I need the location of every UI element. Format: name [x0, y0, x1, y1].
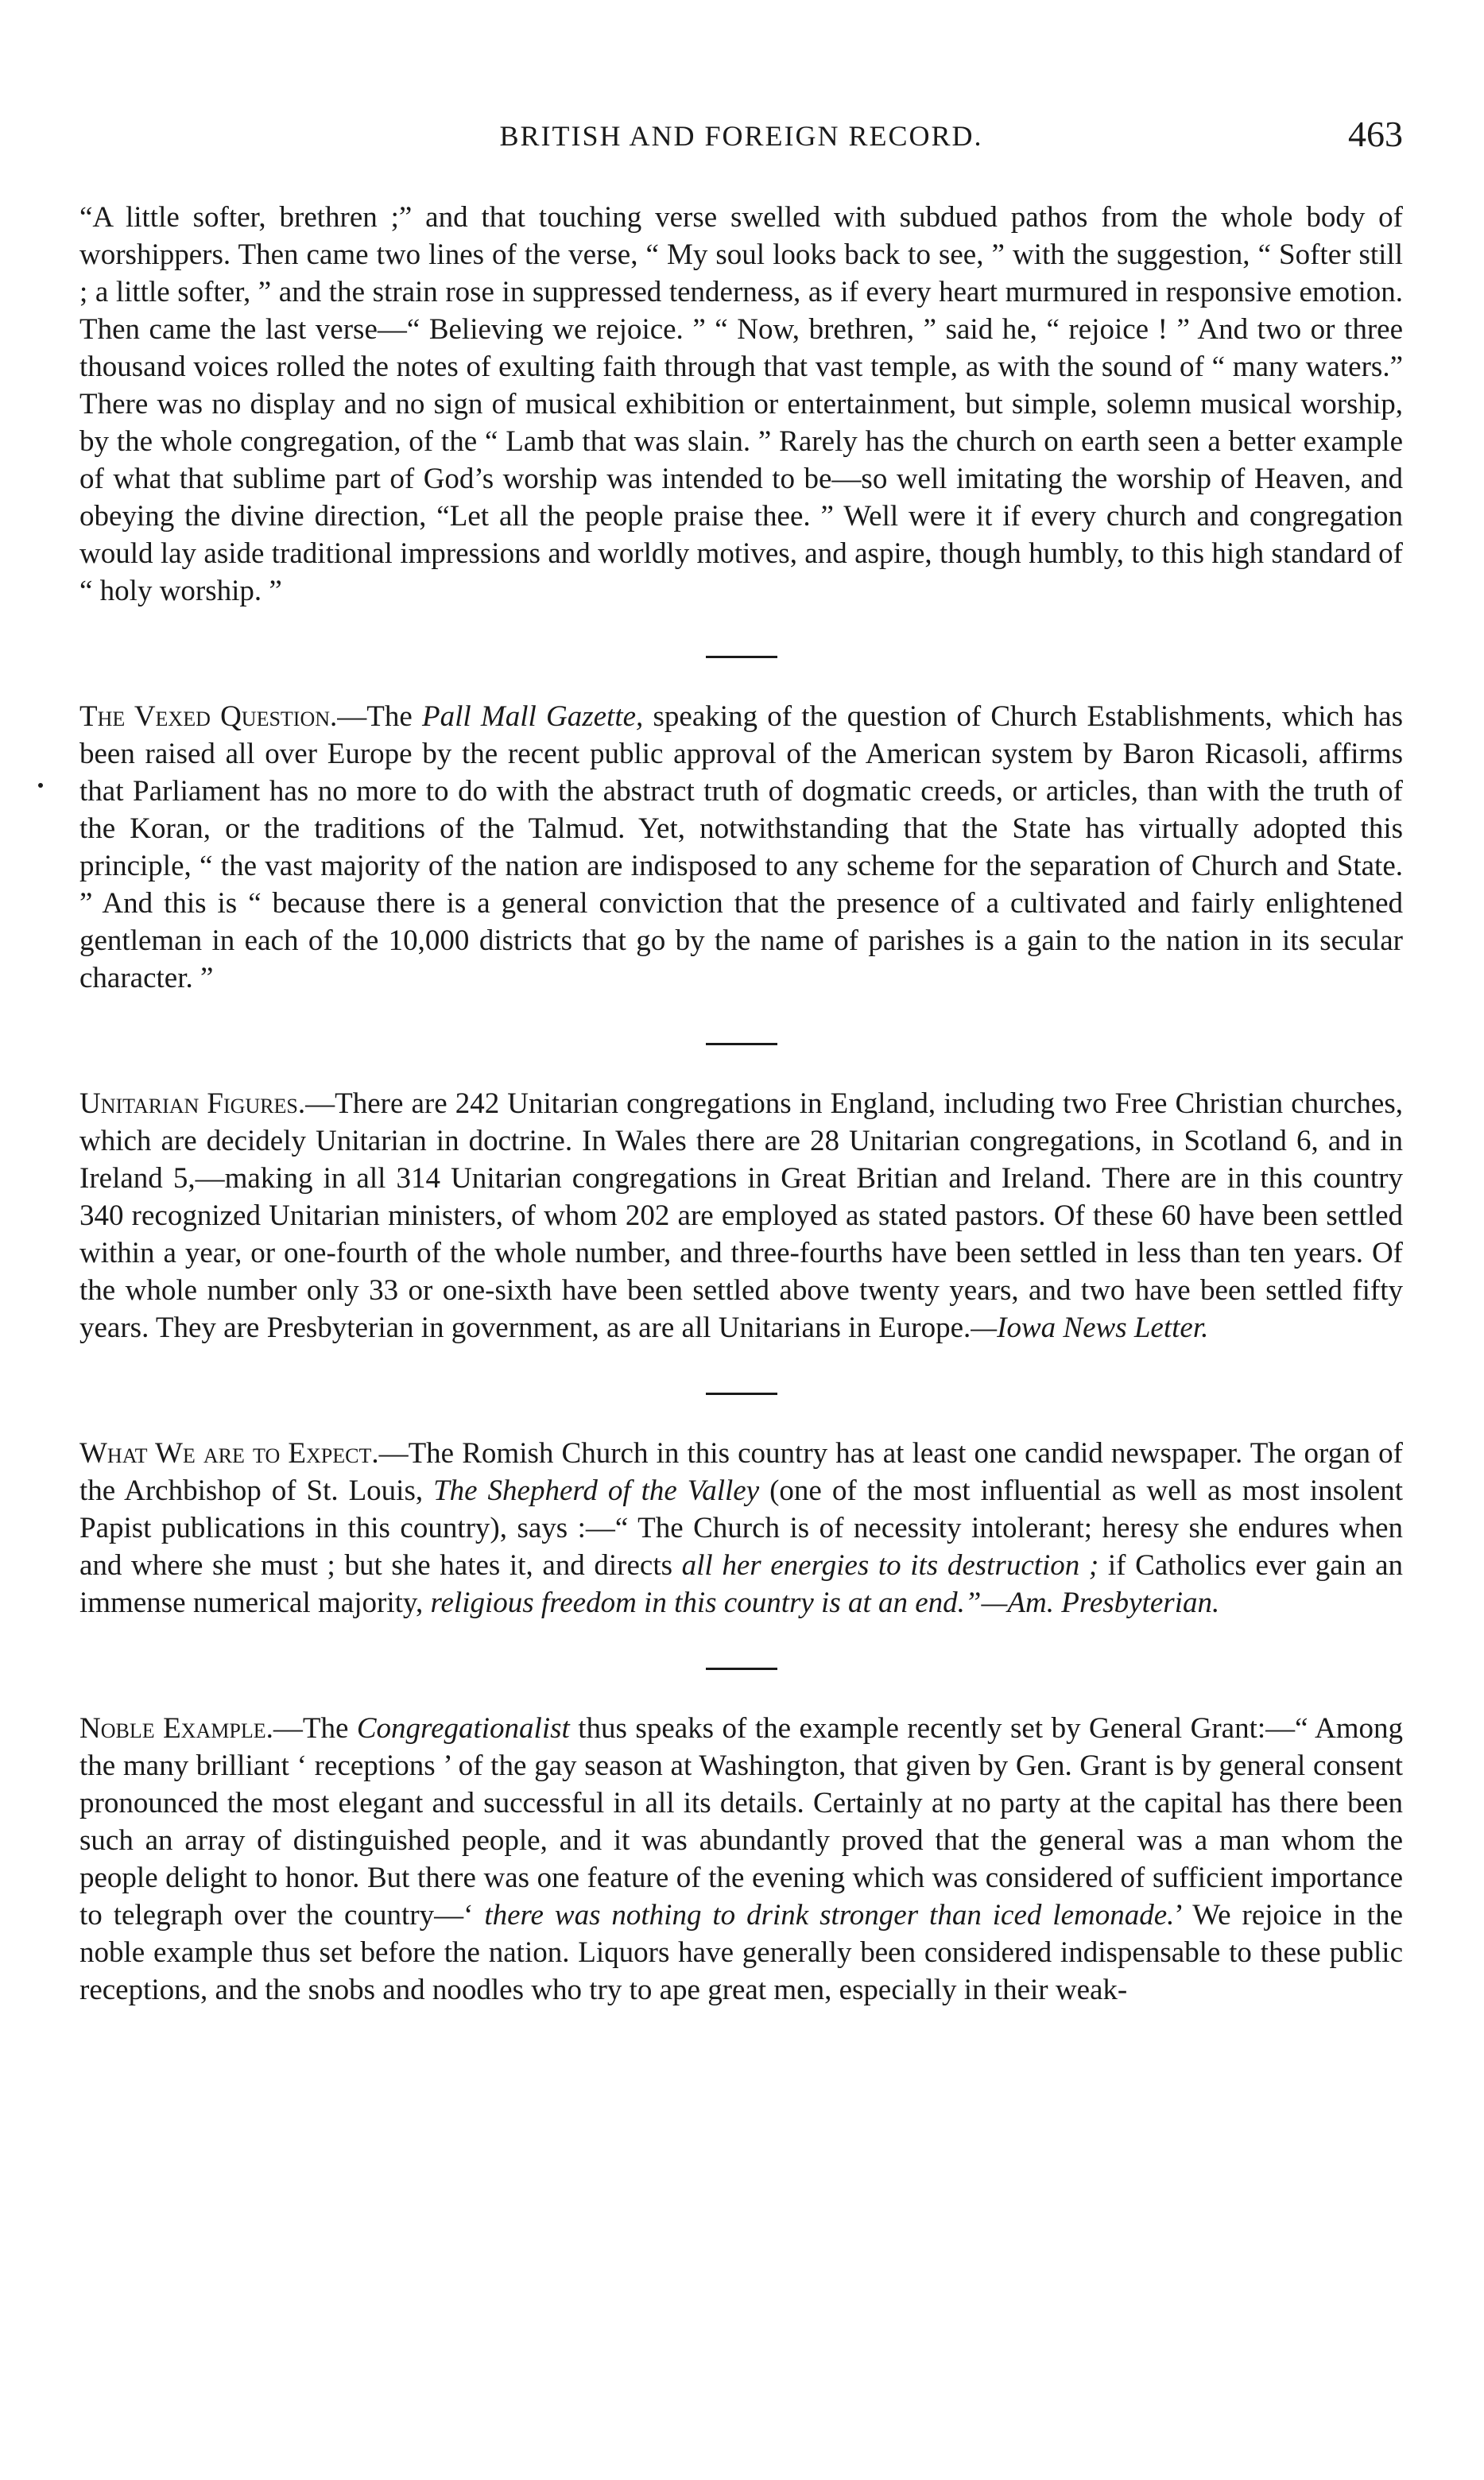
publication-title: Congregationalist: [356, 1712, 570, 1745]
article-text: thus speaks of the example recently set by General Grant:—“ Among the many brilliant ‘ receptions ’ of the gay season at Washington, that given by Gen. Grant is by general consent pronounced the most elegant and successful in all its details. Certainly at no party at the capital has there been such an array of distinguished people, and it was abundantly proved that the general was a man whom the people delight to honor. But there was one feature of the evening which was considered of sufficient importance to telegraph over the country—‘: [79, 1712, 1403, 1932]
unitarian-figures-article: [79, 1085, 1403, 1347]
article-heading: The Vexed Question.: [79, 700, 338, 733]
running-head: [79, 113, 1403, 161]
article-text: —There are 242 Unitarian congregations in England, including two Free Christian churches, which are decidely Unitarian in doctrine. In Wales there are 28 Unitarian congregations, in Scotland 6, and in Ireland 5,—making in all 314 Unitarian congregations in Great Britian and Ireland. There are in this country 340 recognized Unitarian ministers, of whom 202 are employed as stated pastors. Of these 60 have been settled within a year, or one-fourth of the whole number, and three-fourths have been settled in less than ten years. Of the whole number only 33 or one-sixth have been settled above twenty years, and two have been settled fifty years. They are Presbyterian in government, as are all Unitarians in Europe.: [79, 1087, 1403, 1344]
what-we-are-to-expect-article: [79, 1435, 1403, 1622]
noble-example-article: [79, 1710, 1403, 2009]
vexed-question-article: [79, 698, 1403, 997]
section-divider: [706, 656, 777, 658]
running-title: BRITISH AND FOREIGN RECORD.: [499, 120, 983, 152]
italic-quote: all her energies to its destruction ;: [681, 1549, 1099, 1582]
article-text: —The Romish Church in this country has at least one candid newspaper. The organ of the Archbishop of St. Louis,: [79, 1437, 1403, 1507]
article-text: speaking of the question of Church Establishments, which has been raised all over Europe by the recent public approval of the American system by Baron Ricasoli, affirms that Parliament has no more to do with the abstract truth of dogmatic creeds, or articles, than with the truth of the Koran, or the traditions of the Talmud. Yet, notwithstanding that the State has virtually adopted this principle, “ the vast majority of the nation are indisposed to any scheme for the separation of Church and State. ” And this is “ because there is a general conviction that the presence of a cultivated and fairly enlightened gentleman in each of the 10,000 districts that go by the name of parishes is a gain to the nation in its secular character. ”: [79, 700, 1403, 994]
section-divider: [706, 1043, 777, 1045]
article-heading: Noble Example.: [79, 1712, 273, 1745]
page-content: [79, 199, 1403, 2009]
margin-speck: [38, 783, 43, 788]
worship-paragraph: “A little softer, brethren ;” and that touching verse swelled with subdued pathos from the whole body of worshippers. Then came two lines of the verse, “ My soul looks back to see, ” with the suggestion, “ Softer still ; a little softer, ” and the strain rose in suppressed tenderness, as if every heart murmured in responsive emotion. Then came the last verse—“ Believing we rejoice. ” “ Now, brethren, ” said he, “ rejoice ! ” And two or three thousand voices rolled the notes of exulting faith through that vast temple, as with the sound of “ many waters.” There was no display and no sign of musical exhibition or entertainment, but simple, solemn musical worship, by the whole congregation, of the “ Lamb that was slain. ” Rarely has the church on earth seen a better example of what that sublime part of God’s worship was intended to be—so well imitating the worship of Heaven, and obeying the divine direction, “Let all the people praise thee. ” Well were it if every church and congregation would lay aside traditional impressions and worldly motives, and aspire, though humbly, to this high standard of “ holy worship. ”: [79, 201, 1403, 607]
italic-quote: religious freedom in this country is at an end.”—Am. Presbyterian.: [430, 1587, 1220, 1619]
section-divider: [706, 1393, 777, 1395]
article-text: —The: [337, 700, 423, 733]
article-text: ’ We rejoice in the noble example thus set before the nation. Liquors have generally been considered indispensable to these public receptions, and the snobs and noodles who try to ape great men, especially in their weak-: [79, 1899, 1403, 2006]
page-number: 463: [1348, 114, 1403, 154]
article-text: (one of the most influential as well as most insolent Papist publications in this country), says :—“ The Church is of necessity intolerant; heresy she endures when and where she must ; but she hates it, and directs: [79, 1474, 1403, 1582]
publication-title: Pall Mall Gazette,: [422, 700, 644, 733]
article-heading: Unitarian Figures.: [79, 1087, 306, 1120]
publication-title: The Shepherd of the Valley: [433, 1474, 760, 1507]
section-divider: [706, 1668, 777, 1670]
article-text: if Catholics ever gain an immense numerical majority,: [79, 1549, 1403, 1619]
italic-quote: there was nothing to drink stronger than iced lemonade.: [484, 1899, 1175, 1932]
article-source: —Iowa News Letter.: [971, 1312, 1209, 1344]
article-heading: What We are to Expect.: [79, 1437, 379, 1470]
article-text: —The: [273, 1712, 357, 1745]
